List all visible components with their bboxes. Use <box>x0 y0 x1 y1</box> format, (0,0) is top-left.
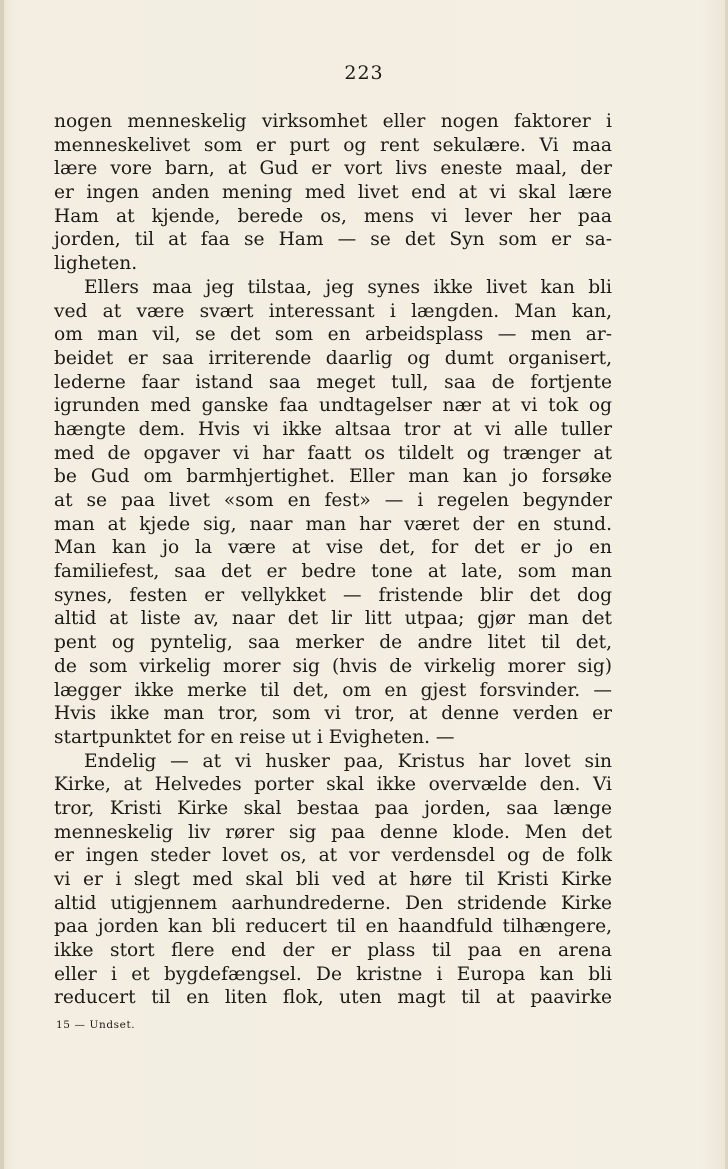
body-text <box>54 110 612 1010</box>
text-line: Kirke, at Helvedes porter skal ikke overvælde den. Vi <box>54 774 612 796</box>
text-line: Ellers maa jeg tilstaa, jeg synes ikke livet kan bli <box>84 276 612 298</box>
text-line: lære vore barn, at Gud er vort livs eneste maal, der <box>54 158 612 180</box>
text-line: altid at liste av, naar det lir litt utpaa; gjør man det <box>54 608 612 630</box>
text-line: Ham at kjende, berede os, mens vi lever her paa <box>54 205 612 227</box>
text-line: familiefest, saa det er bedre tone at late, som man <box>54 561 612 583</box>
text-line: beidet er saa irriterende daarlig og dumt organisert, <box>54 347 612 369</box>
text-line: Endelig — at vi husker paa, Kristus har lovet sin <box>84 750 612 772</box>
text-line: altid utigjennem aarhundrederne. Den stridende Kirke <box>54 892 612 914</box>
text-line: Man kan jo la være at vise det, for det er jo en <box>54 537 612 559</box>
text-line: er ingen steder lovet os, at vor verdensdel og de folk <box>54 845 612 867</box>
text-line: eller i et bygdefængsel. De kristne i Europa kan bli <box>54 963 612 985</box>
text-line: be Gud om barmhjertighet. Eller man kan jo forsøke <box>54 466 612 488</box>
text-line: er ingen anden mening med livet end at vi skal lære <box>54 182 612 204</box>
text-line: pent og pyntelig, saa merker de andre litet til det, <box>54 632 612 654</box>
text-line: menneskelig liv rører sig paa denne klode. Men det <box>54 821 612 843</box>
text-line: de som virkelig morer sig (hvis de virkelig morer sig) <box>54 655 612 677</box>
page-left-edge <box>0 0 4 1169</box>
text-line: ved at være svært interessant i længden. Man kan, <box>54 300 612 322</box>
text-line: lederne faar istand saa meget tull, saa de fortjente <box>54 371 612 393</box>
text-line: synes, festen er vellykket — fristende blir det dog <box>54 584 612 606</box>
text-line: igrunden med ganske faa undtagelser nær at vi tok og <box>54 395 612 417</box>
text-line: jorden, til at faa se Ham — se det Syn som er sa- <box>54 229 612 251</box>
text-line: startpunktet for en reise ut i Evigheten. — <box>54 726 455 748</box>
text-line: ikke stort flere end der er plass til paa en arena <box>54 940 612 962</box>
text-line: ligheten. <box>54 253 138 275</box>
text-line: med de opgaver vi har faatt os tildelt og trænger at <box>54 442 612 464</box>
text-line: vi er i slegt med skal bli ved at høre til Kristi Kirke <box>54 869 612 890</box>
text-line: om man vil, se det som en arbeidsplass — men ar- <box>54 324 612 346</box>
text-line: nogen menneskelig virksomhet eller nogen faktorer i <box>54 111 612 132</box>
text-line: man at kjede sig, naar man har været der en stund. <box>54 513 612 535</box>
text-line: reducert til en liten flok, uten magt til at paavirke <box>54 987 612 1009</box>
text-line: lægger ikke merke til det, om en gjest forsvinder. — <box>54 679 612 701</box>
signature-mark: 15 — Undset. <box>56 1019 136 1031</box>
text-line: at se paa livet «som en fest» — i regelen begynder <box>54 490 612 511</box>
text-line: hængte dem. Hvis vi ikke altsaa tror at vi alle tuller <box>54 418 612 440</box>
text-line: Hvis ikke man tror, som vi tror, at denne verden er <box>54 703 612 725</box>
page-number: 223 <box>344 62 384 84</box>
text-line: tror, Kristi Kirke skal bestaa paa jorden, saa længe <box>54 797 612 819</box>
text-line: menneskelivet som er purt og rent sekulære. Vi maa <box>54 134 612 156</box>
text-line: paa jorden kan bli reducert til en haandfuld tilhængere, <box>54 916 612 938</box>
